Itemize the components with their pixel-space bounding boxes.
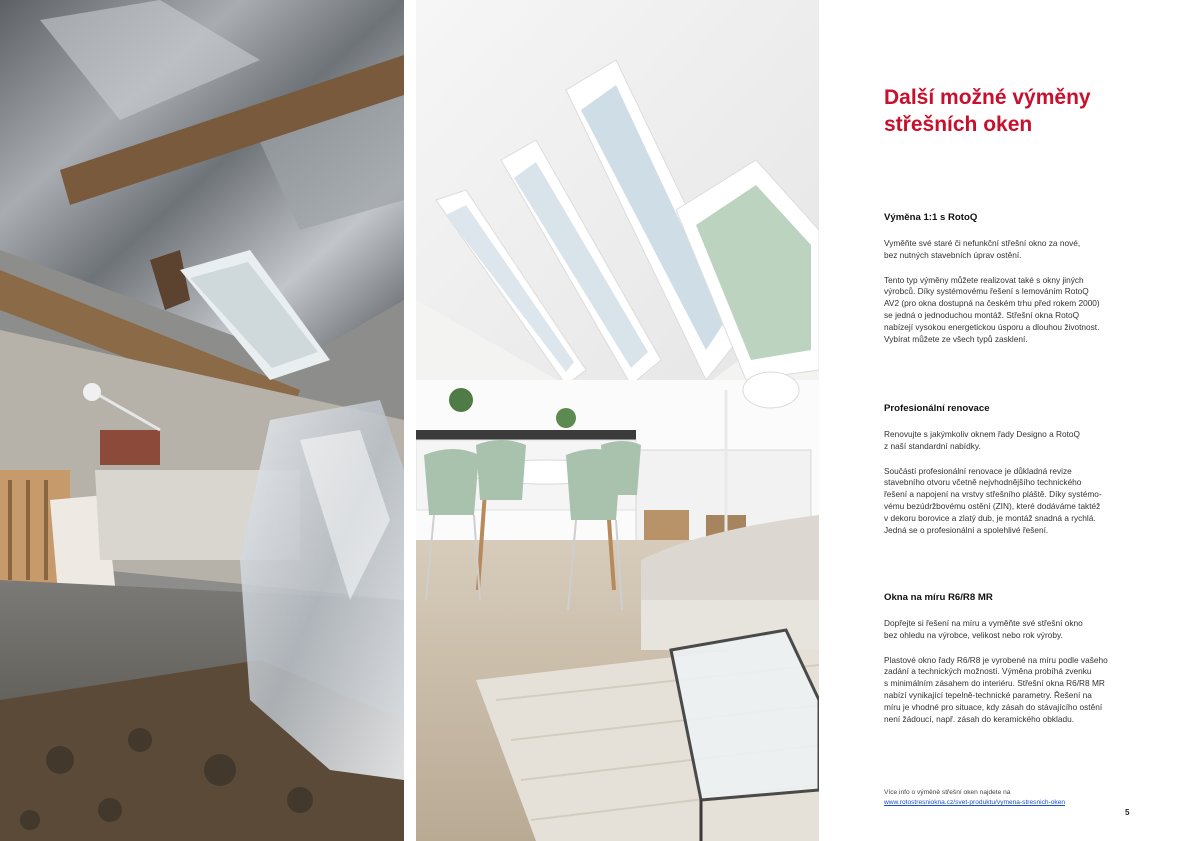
text-line: Vybírat můžete ze všech typů zasklení. (884, 333, 1028, 344)
text-line: Tento typ výměny můžete realizovat také s okny jiných (884, 274, 1084, 285)
section-title: Profesionální renovace (884, 403, 990, 414)
section-paragraph (884, 238, 1146, 262)
text-line: s minimálním zásahem do interiéru. Střešní okna R6/R8 MR (884, 678, 1105, 689)
photo-gutter (404, 0, 416, 841)
text-line: Plastové okno řady R6/R8 je vyrobené na míru podle vašeho (884, 654, 1108, 665)
text-line: vému bezúdržbovému ostění (ZIN), které dodáváme taktéž (884, 500, 1101, 511)
section-paragraph (884, 275, 1146, 346)
section-rotoq (884, 212, 1146, 358)
text-line: Renovujte s jakýmkoliv oknem řady Designo a RotoQ (884, 429, 1080, 439)
section-paragraph (884, 466, 1146, 537)
text-line: AV2 (pro okna dostupná na českém trhu před rokem 2000) (884, 298, 1100, 309)
text-line: nabízejí vysokou energetickou úsporu a dlouhou životnost. (884, 321, 1100, 332)
footer-link[interactable]: www.rotostresniokna.cz/svet-produktu/vymena-stresnich-oken (884, 799, 1066, 806)
page-heading (884, 84, 1164, 138)
section-title: Výměna 1:1 s RotoQ (884, 212, 978, 223)
text-line: se jedná o jednoduchou montáž. Střešní okna RotoQ (884, 309, 1080, 320)
section-custom-windows (884, 592, 1146, 738)
text-line: stavebního otvoru včetně nejvhodnějšího technického (884, 477, 1082, 488)
text-line: bez ohledu na výrobce, velikost nebo rok výroby. (884, 629, 1063, 640)
text-line: řešení a napojení na vrstvy střešního pláště. Díky systémo- (884, 489, 1102, 500)
section-renovation (884, 403, 1146, 549)
text-line: Vyměňte své staré či nefunkční střešní okno za nové, (884, 238, 1081, 248)
section-paragraph (884, 655, 1146, 726)
section-paragraph (884, 618, 1146, 642)
section-paragraph (884, 429, 1146, 453)
page-number: 5 (1125, 808, 1130, 817)
heading-line-1: Další možné výměny (884, 86, 1091, 109)
text-line: zadání a technických možností. Výměna probíhá zvenku (884, 666, 1092, 677)
text-line: nabízí vynikající tepelně-technické parametry. Řešení na (884, 689, 1092, 700)
text-line: Jedná se o profesionální a spolehlivé řešení. (884, 524, 1049, 535)
section-title: Okna na míru R6/R8 MR (884, 592, 993, 603)
photo-attic-before (0, 0, 404, 841)
photo-attic-renovated (416, 0, 819, 841)
text-line: Součástí profesionální renovace je důkladná revize (884, 465, 1072, 476)
text-line: bez nutných stavebních úprav ostění. (884, 249, 1022, 260)
text-line: v dekoru borovice a zlatý dub, je montáž snadná a rychlá. (884, 512, 1096, 523)
text-line: Dopřejte si řešení na míru a vyměňte své střešní okno (884, 618, 1083, 628)
footer-note (884, 788, 1065, 808)
text-line: výrobců. Díky systémovému řešení s lemováním RotoQ (884, 286, 1089, 297)
text-line: není žádoucí, např. zásah do keramického obkladu. (884, 713, 1075, 724)
heading-line-2: střešních oken (884, 113, 1033, 136)
footer-text: Více info o výměně střešní oken najdete na (884, 789, 1011, 796)
text-line: míru je vhodné pro situace, kdy zásah do stávajícího ostění (884, 701, 1103, 712)
text-line: z naší standardní nabídky. (884, 440, 981, 451)
